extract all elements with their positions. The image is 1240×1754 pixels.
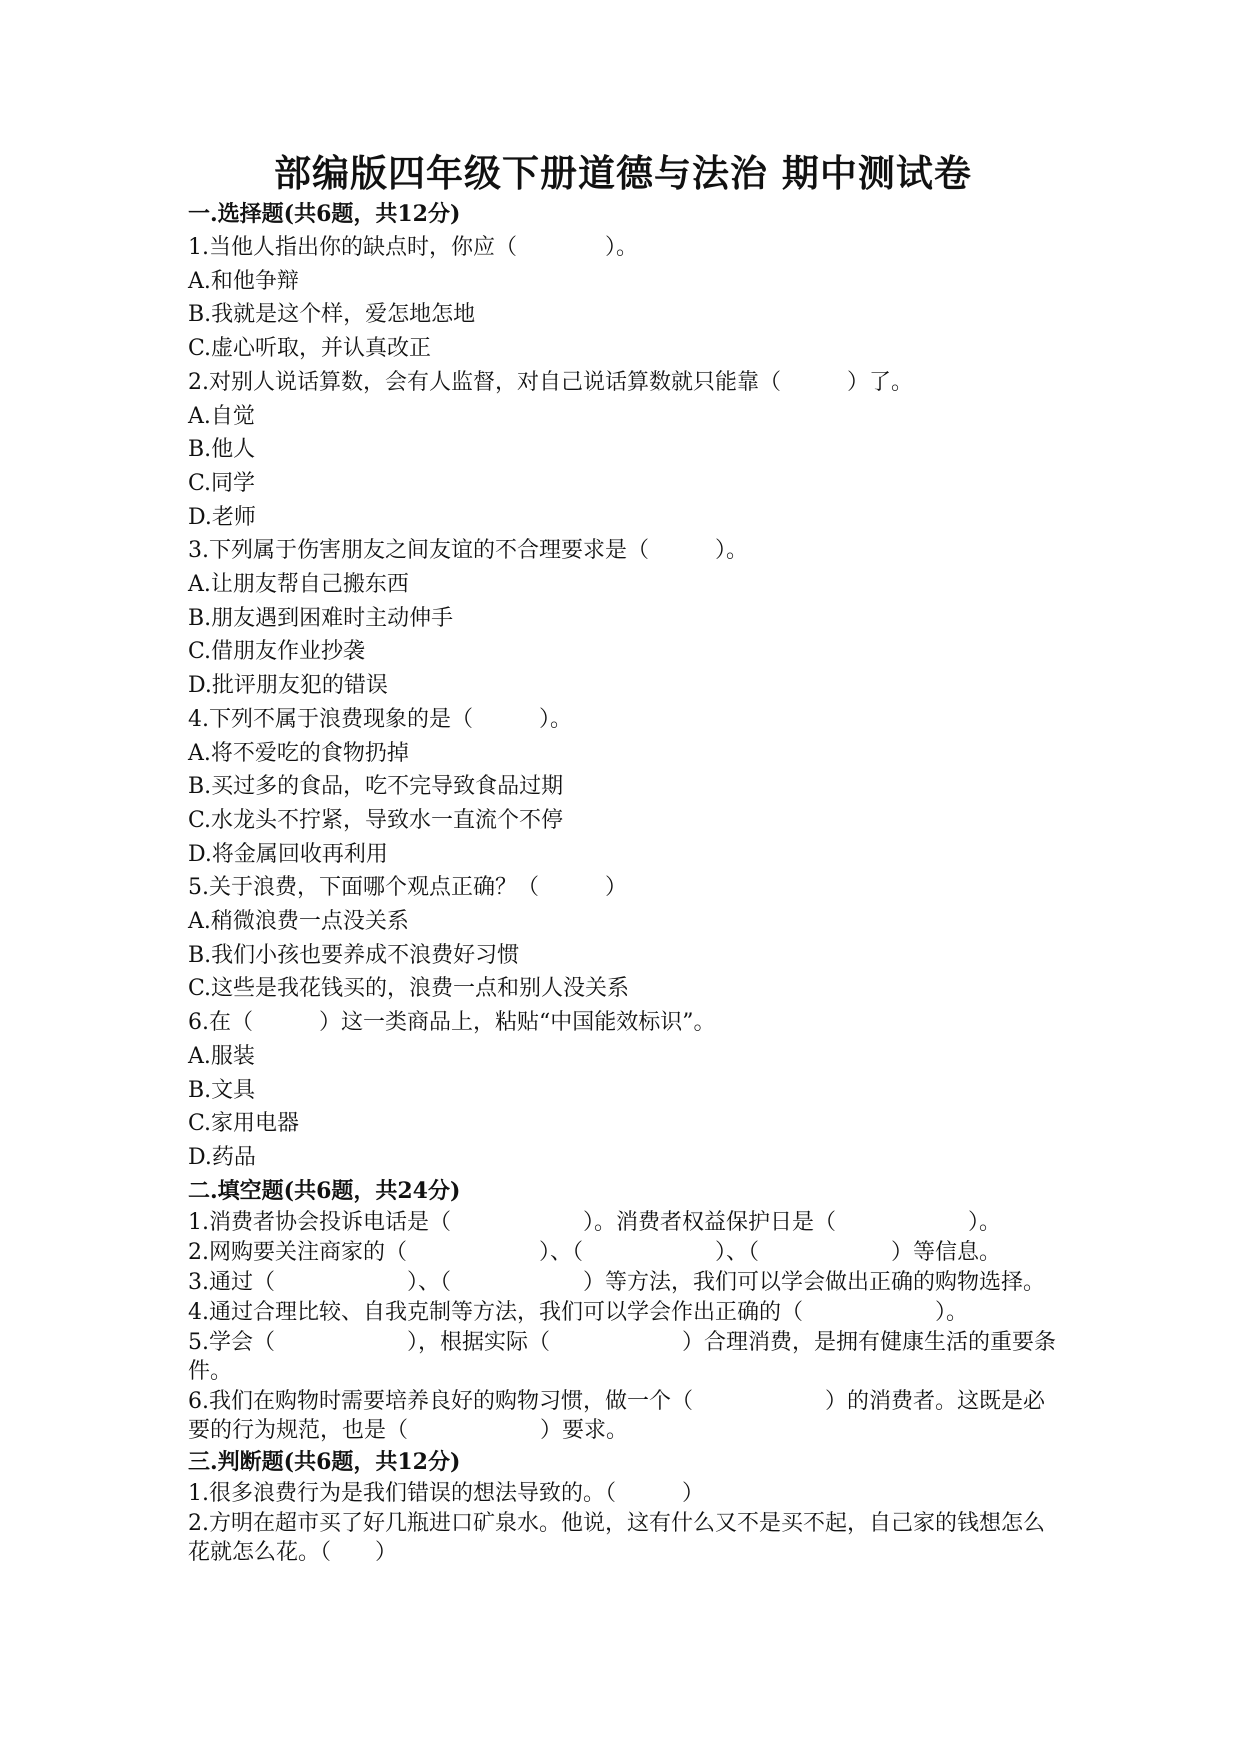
fill-question-4: 4.通过合理比较、自我克制等方法，我们可以学会作出正确的（ ）。	[188, 1299, 968, 1325]
section-heading-fill: 二.填空题(共6题，共24分)	[188, 1177, 461, 1204]
fill-question-5: 5.学会（ ），根据实际（ ）合理消费，是拥有健康生活的重要条件。	[188, 1329, 1056, 1384]
choice-question-6	[188, 1006, 1058, 1175]
question-stem: 5.关于浪费，下面哪个观点正确？（ ）	[188, 875, 627, 901]
option-c: C.水龙头不拧紧，导致水一直流个不停	[188, 807, 564, 833]
option-b: B.我就是这个样，爱怎地怎地	[188, 302, 476, 328]
judge-question-1: 1.很多浪费行为是我们错误的想法导致的。（ ）	[188, 1480, 704, 1506]
choice-question-3	[188, 534, 1058, 703]
choice-question-2	[188, 366, 1058, 535]
option-c: C.借朋友作业抄袭	[188, 639, 366, 665]
option-b: B.买过多的食品，吃不完导致食品过期	[188, 774, 564, 800]
option-d: D.将金属回收再利用	[188, 841, 388, 867]
option-b: B.文具	[188, 1077, 256, 1103]
question-stem: 6.在（ ）这一类商品上，粘贴“中国能效标识”。	[188, 1010, 716, 1036]
fill-question-3: 3.通过（ ）、（ ）等方法，我们可以学会做出正确的购物选择。	[188, 1269, 1045, 1295]
question-stem: 4.下列不属于浪费现象的是（ ）。	[188, 706, 572, 732]
option-b: B.他人	[188, 437, 256, 463]
section-heading-choice: 一.选择题(共6题，共12分)	[188, 201, 461, 227]
fill-question-6: 6.我们在购物时需要培养良好的购物习惯，做一个（ ）的消费者。这既是必要的行为规范，也是（ ）要求。	[188, 1388, 1045, 1443]
option-a: A.服装	[188, 1043, 255, 1069]
option-a: A.自觉	[188, 403, 255, 429]
option-c: C.这些是我花钱买的，浪费一点和别人没关系	[188, 976, 630, 1002]
exam-page	[188, 148, 1058, 1568]
option-d: D.老师	[188, 504, 256, 530]
section-heading-judge: 三.判断题(共6题，共12分)	[188, 1448, 461, 1475]
option-b: B.我们小孩也要养成不浪费好习惯	[188, 942, 520, 968]
option-c: C.家用电器	[188, 1111, 300, 1137]
question-stem: 1.当他人指出你的缺点时，你应（ ）。	[188, 235, 638, 260]
option-b: B.朋友遇到困难时主动伸手	[188, 605, 454, 631]
option-a: A.让朋友帮自己搬东西	[188, 572, 409, 598]
option-c: C.虚心听取，并认真改正	[188, 336, 432, 362]
judge-question-2: 2.方明在超市买了好几瓶进口矿泉水。他说，这有什么又不是买不起，自己家的钱想怎么花就怎么花。（ ）	[188, 1510, 1045, 1565]
option-c: C.同学	[188, 470, 256, 496]
option-a: A.稍微浪费一点没关系	[188, 909, 409, 935]
question-stem: 3.下列属于伤害朋友之间友谊的不合理要求是（ ）。	[188, 538, 748, 564]
choice-section	[188, 198, 1058, 1175]
option-d: D.批评朋友犯的错误	[188, 673, 388, 699]
option-d: D.药品	[188, 1144, 256, 1170]
judge-section	[188, 1446, 1058, 1567]
fill-question-1: 1.消费者协会投诉电话是（ ）。消费者权益保护日是（ ）。	[188, 1209, 1001, 1235]
choice-question-4	[188, 703, 1058, 872]
option-a: A.和他争辩	[188, 268, 299, 294]
choice-question-5	[188, 871, 1058, 1006]
question-stem: 2.对别人说话算数，会有人监督，对自己说话算数就只能靠（ ）了。	[188, 369, 913, 395]
exam-title: 部编版四年级下册道德与法治 期中测试卷	[274, 151, 972, 195]
option-a: A.将不爱吃的食物扔掉	[188, 740, 409, 766]
fill-question-2: 2.网购要关注商家的（ ）、（ ）、（ ）等信息。	[188, 1239, 1001, 1265]
choice-question-1	[188, 231, 1058, 366]
fill-section	[188, 1175, 1058, 1445]
